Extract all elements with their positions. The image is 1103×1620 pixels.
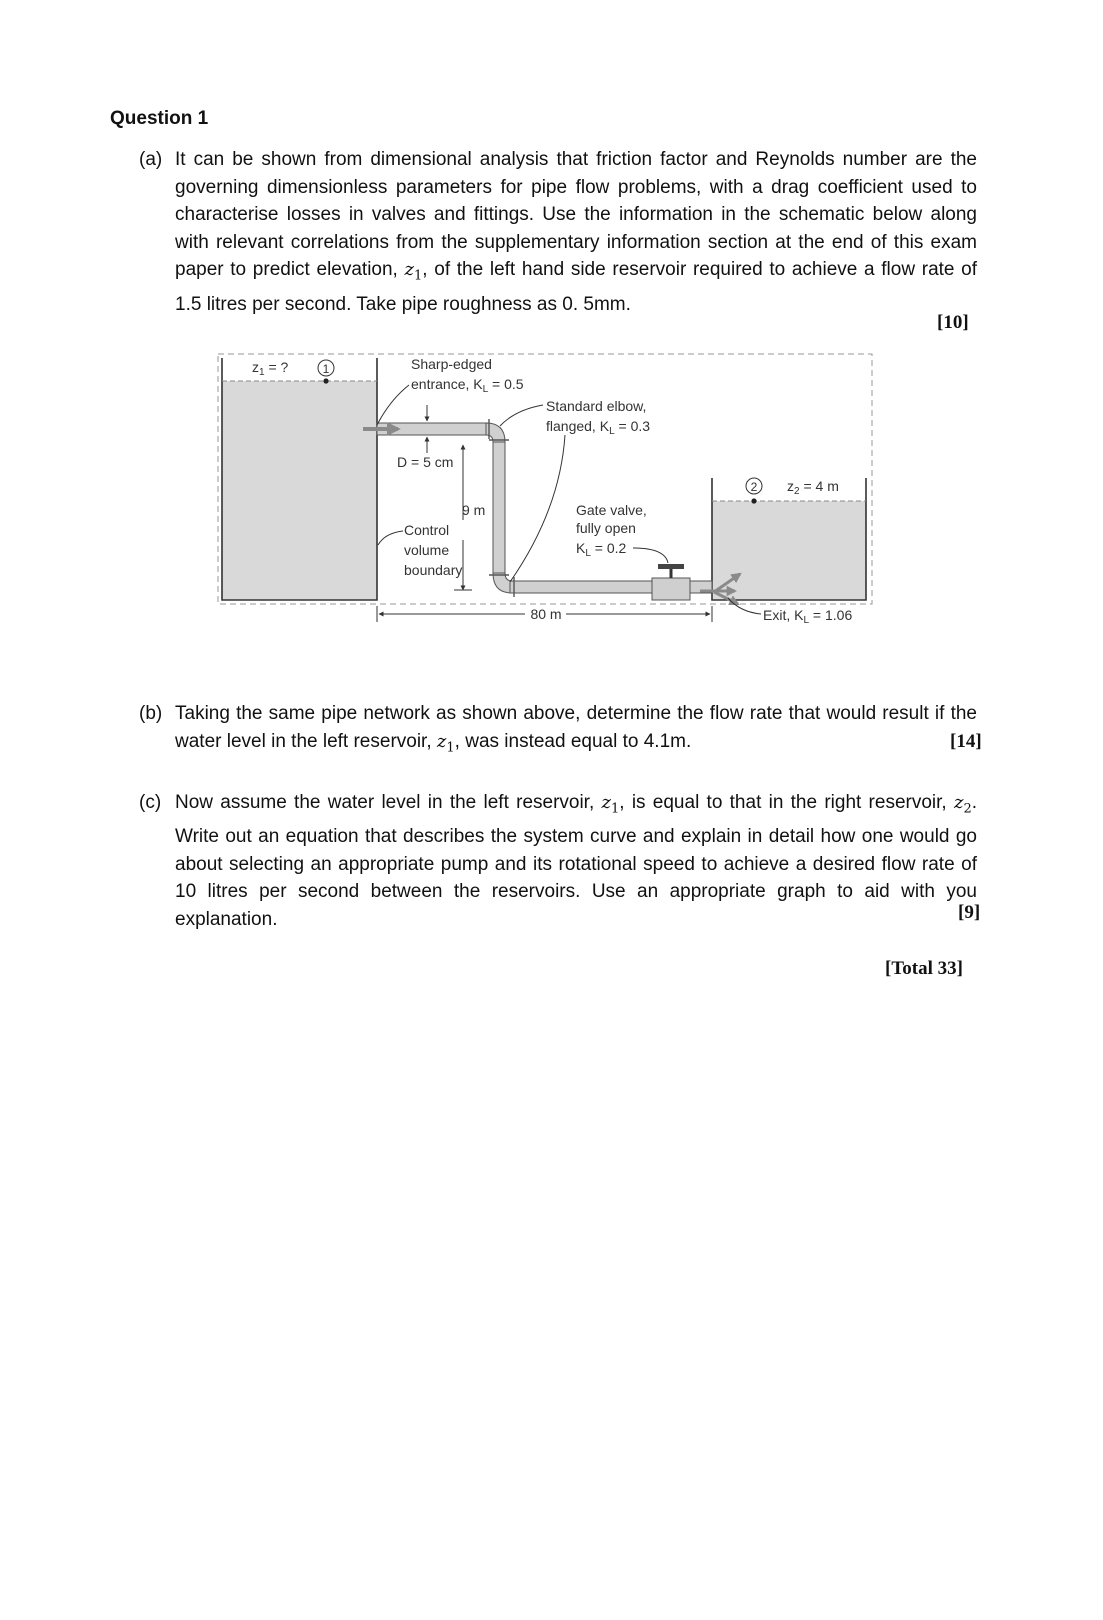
part-a-marks: [10]	[937, 312, 969, 333]
part-b-marks: [14]	[950, 731, 982, 752]
part-c-marks: [9]	[958, 902, 981, 923]
entrance-label-line1: Sharp-edged	[411, 356, 492, 372]
z2-label: $z_2 = 4$ m	[787, 478, 839, 497]
valve-label-line2: fully open	[576, 520, 636, 536]
part-b-text-2: , was instead equal to 4.1m.	[454, 730, 692, 752]
exit-label: Exit, $K_L = 1.06$	[763, 607, 853, 626]
left-reservoir-water	[222, 381, 377, 600]
elbow-label-line2: flanged, $K_L = 0.3$	[546, 418, 651, 437]
part-c	[139, 789, 977, 934]
part-a-text-1: It can be shown from dimensional analysis that friction factor and Reynolds number are the governing dimensionless parameters for pipe flow problems, with a drag coefficient used to characterise losses in valves and fittings. Use the information in the schematic below along with relevant correlations from the supplementary information section at the end of this exam paper to predict elevation,	[175, 149, 977, 281]
gate-valve-icon	[652, 564, 690, 600]
part-c-var-z2: $z_2$	[953, 792, 972, 817]
cv-label-line2: volume	[404, 542, 450, 558]
z1-label: $z_1$ = ?	[252, 359, 289, 378]
entrance-label-line2: entrance, $K_L = 0.5$	[411, 376, 524, 395]
part-c-text-2: , is equal to that in the right reservoir,	[619, 792, 947, 813]
valve-label-line1: Gate valve,	[576, 502, 647, 518]
elbow-label-line1: Standard elbow,	[546, 398, 647, 414]
right-reservoir-water	[712, 501, 866, 600]
part-b-var-z1: $z_1$	[436, 730, 455, 756]
point-1-label: 1	[322, 362, 330, 376]
part-c-label: (c)	[139, 792, 162, 813]
cv-label-line1: Control	[404, 522, 450, 538]
diameter-label: D = 5 cm	[397, 454, 454, 470]
part-b	[139, 700, 977, 762]
length-label: 80 m	[530, 606, 562, 622]
part-b-label: (b)	[139, 703, 163, 724]
height-label: 9 m	[462, 502, 486, 518]
question-heading: Question 1	[110, 108, 209, 129]
pipe-system-diagram	[210, 350, 890, 640]
pipe-elbow-bottom	[493, 573, 512, 593]
part-c-var-z1: $z_1$	[601, 792, 620, 817]
cv-label-line3: boundary	[404, 562, 463, 578]
part-b-text-1: Taking the same pipe network as shown above, determine the flow rate that would result if the water level in the left reservoir,	[175, 703, 977, 752]
part-a-var-z1: $z_1$	[404, 259, 423, 284]
part-a	[139, 146, 978, 318]
part-a-label: (a)	[139, 149, 163, 170]
pipe-vertical	[493, 442, 505, 573]
part-c-text-3: . Write out an equation that describes the system curve and explain in detail how one would go about selecting an appropriate pump and its rotational speed to achieve a desired flow rate of 10 litres per second between the reservoirs. Use an appropriate graph to aid with you explanation.	[175, 792, 977, 930]
part-a-text-2: , of the left hand side reservoir required to achieve a flow rate of 1.5 litres per second. Take pipe roughness as 0. 5mm.	[175, 259, 978, 315]
part-c-text-1: Now assume the water level in the left reservoir,	[175, 792, 595, 813]
total-marks: [Total 33]	[885, 958, 963, 979]
valve-label-line3: $K_L = 0.2$	[576, 540, 627, 559]
point-2-label: 2	[750, 480, 758, 494]
